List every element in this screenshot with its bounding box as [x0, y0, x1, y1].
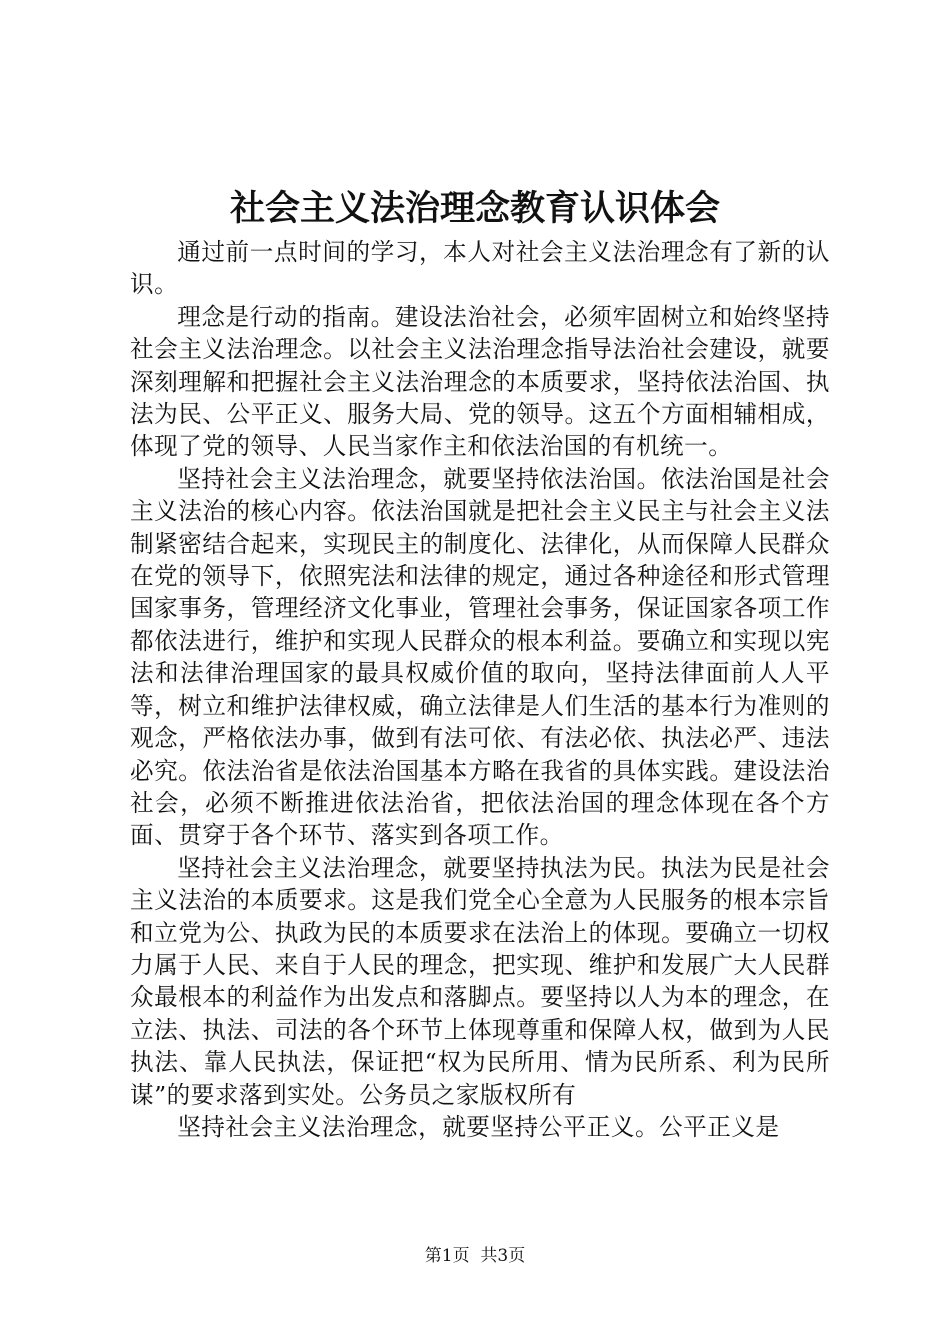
paragraph-2: 理念是行动的指南。建设法治社会，必须牢固树立和始终坚持社会主义法治理念。以社会主义法治理念指导法治社会建设，就要深刻理解和把握社会主义法治理念的本质要求，坚持依法治国、执法为民、公平正义、服务大局、党的领导。这五个方面相辅相成，体现了党的领导、人民当家作主和依法治国的有机统一。: [130, 302, 830, 461]
paragraph-4: 坚持社会主义法治理念，就要坚持执法为民。执法为民是社会主义法治的本质要求。这是我们党全心全意为人民服务的根本宗旨和立党为公、执政为民的本质要求在法治上的体现。要确立一切权力属于人民、来自于人民的理念，把实现、维护和发展广大人民群众最根本的利益作为出发点和落脚点。要坚持以人为本的理念，在立法、执法、司法的各个环节上体现尊重和保障人权，做到为人民执法、靠人民执法，保证把“权为民所用、情为民所系、利为民所谋”的要求落到实处。公务员之家版权所有: [130, 853, 830, 1109]
document-body: [130, 236, 830, 1143]
page-footer: [0, 1244, 950, 1268]
paragraph-1: 通过前一点时间的学习，本人对社会主义法治理念有了新的认识。: [130, 238, 830, 299]
paragraph-3: 坚持社会主义法治理念，就要坚持依法治国。依法治国是社会主义法治的核心内容。依法治国就是把社会主义民主与社会主义法制紧密结合起来，实现民主的制度化、法律化，从而保障人民群众在党的领导下，依照宪法和法律的规定，通过各种途径和形式管理国家事务，管理经济文化事业，管理社会事务，保证国家各项工作都依法进行，维护和实现人民群众的根本利益。要确立和实现以宪法和法律治理国家的最具权威价值的取向，坚持法律面前人人平等，树立和维护法律权威，确立法律是人们生活的基本行为准则的观念，严格依法办事，做到有法可依、有法必依、执法必严、违法必究。依法治省是依法治国基本方略在我省的具体实践。建设法治社会，必须不断推进依法治省，把依法治国的理念体现在各个方面、贯穿于各个环节、落实到各项工作。: [130, 464, 830, 850]
page-number-label: 第1页 共3页: [424, 1246, 526, 1266]
document-title: 社会主义法治理念教育认识体会: [229, 188, 720, 229]
paragraph-5: 坚持社会主义法治理念，就要坚持公平正义。公平正义是: [177, 1112, 780, 1141]
